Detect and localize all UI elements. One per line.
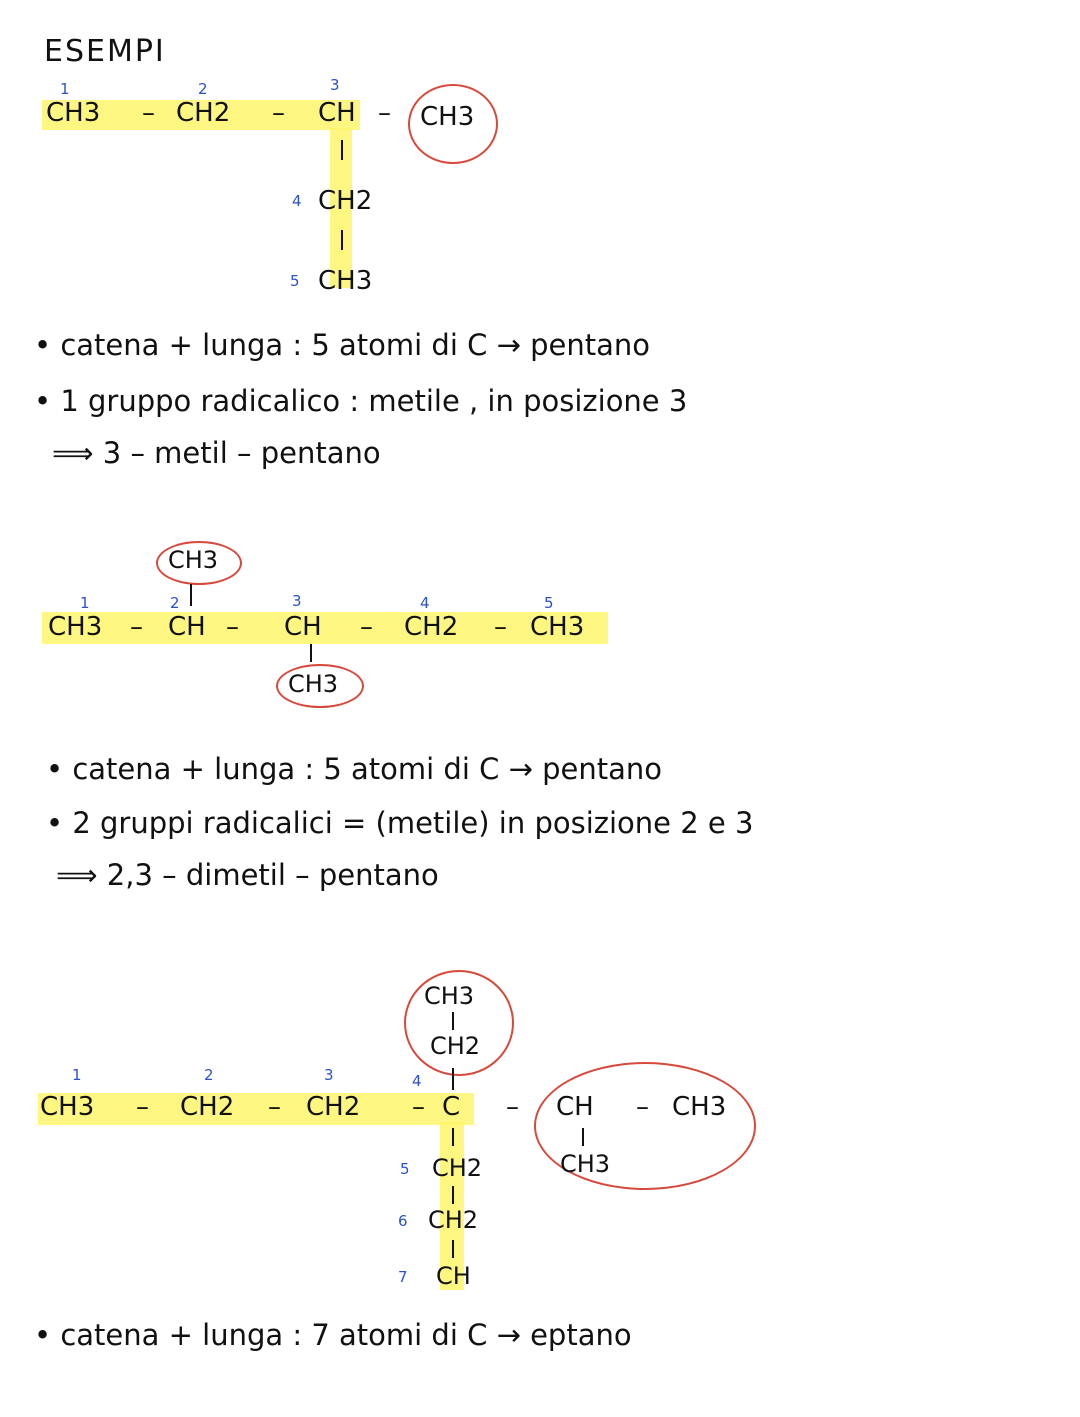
vertical-bond bbox=[310, 644, 312, 662]
vertical-bond bbox=[341, 230, 343, 250]
carbon-group: CH3 bbox=[48, 612, 103, 642]
carbon-number: 5 bbox=[290, 272, 300, 290]
carbon-number: 5 bbox=[544, 594, 554, 612]
bond: – bbox=[268, 1092, 281, 1122]
carbon-group: CH2 bbox=[318, 186, 373, 216]
substituent-group: CH3 bbox=[420, 102, 475, 132]
bond: – bbox=[378, 98, 391, 128]
carbon-group: CH2 bbox=[306, 1092, 361, 1122]
bond: – bbox=[130, 612, 143, 642]
carbon-number: 7 bbox=[398, 1268, 408, 1286]
carbon-group: CH2 bbox=[432, 1154, 483, 1182]
carbon-number: 3 bbox=[324, 1066, 334, 1084]
result-line: ⟹ 3 – metil – pentano bbox=[52, 436, 381, 470]
substituent-group: CH3 bbox=[168, 546, 219, 574]
carbon-number: 4 bbox=[420, 594, 430, 612]
vertical-bond bbox=[452, 1240, 454, 1258]
vertical-bond bbox=[452, 1128, 454, 1146]
vertical-bond bbox=[341, 140, 343, 160]
carbon-group: CH3 bbox=[46, 98, 101, 128]
bond: – bbox=[136, 1092, 149, 1122]
carbon-number: 1 bbox=[60, 80, 70, 98]
carbon-number: 3 bbox=[292, 592, 302, 610]
carbon-group: CH bbox=[168, 612, 206, 642]
carbon-number: 2 bbox=[204, 1066, 214, 1084]
bond: – bbox=[412, 1092, 425, 1122]
carbon-group: CH2 bbox=[404, 612, 459, 642]
carbon-group: CH2 bbox=[180, 1092, 235, 1122]
main-chain-highlight bbox=[42, 612, 608, 644]
carbon-number: 6 bbox=[398, 1212, 408, 1230]
carbon-number: 2 bbox=[198, 80, 208, 98]
carbon-group: CH2 bbox=[428, 1206, 479, 1234]
carbon-group: CH bbox=[318, 98, 356, 128]
note-line: • catena + lunga : 5 atomi di C → pentano bbox=[34, 328, 650, 362]
vertical-bond bbox=[452, 1012, 454, 1030]
carbon-number: 4 bbox=[412, 1072, 422, 1090]
note-line: • catena + lunga : 5 atomi di C → pentano bbox=[46, 752, 662, 786]
note-line: • 1 gruppo radicalico : metile , in posizione 3 bbox=[34, 384, 688, 418]
note-line: • catena + lunga : 7 atomi di C → eptano bbox=[34, 1318, 632, 1352]
bond: – bbox=[272, 98, 285, 128]
carbon-group: CH3 bbox=[318, 266, 373, 296]
main-chain-highlight bbox=[38, 1093, 474, 1125]
vertical-bond bbox=[190, 584, 192, 606]
bond: – bbox=[506, 1092, 519, 1122]
bond: – bbox=[360, 612, 373, 642]
vertical-bond bbox=[582, 1128, 584, 1146]
substituent-group: CH3 bbox=[560, 1150, 611, 1178]
substituent-group: CH3 bbox=[672, 1092, 727, 1122]
result-line: ⟹ 2,3 – dimetil – pentano bbox=[56, 858, 439, 892]
carbon-group: CH2 bbox=[176, 98, 231, 128]
section-title: ESEMPI bbox=[44, 34, 166, 69]
carbon-group: C bbox=[442, 1092, 461, 1122]
carbon-number: 2 bbox=[170, 594, 180, 612]
bond: – bbox=[142, 98, 155, 128]
carbon-group: CH3 bbox=[40, 1092, 95, 1122]
vertical-bond bbox=[452, 1068, 454, 1090]
carbon-number: 1 bbox=[72, 1066, 82, 1084]
bond: – bbox=[494, 612, 507, 642]
substituent-group: CH bbox=[556, 1092, 594, 1122]
substituent-group: CH3 bbox=[424, 982, 475, 1010]
bond: – bbox=[636, 1092, 649, 1122]
note-line: • 2 gruppi radicalici = (metile) in posizione 2 e 3 bbox=[46, 806, 754, 840]
carbon-number: 1 bbox=[80, 594, 90, 612]
carbon-group: CH bbox=[284, 612, 322, 642]
substituent-group: CH3 bbox=[288, 670, 339, 698]
carbon-number: 4 bbox=[292, 192, 302, 210]
carbon-group: CH bbox=[436, 1262, 471, 1290]
carbon-number: 5 bbox=[400, 1160, 410, 1178]
carbon-group: CH3 bbox=[530, 612, 585, 642]
carbon-number: 3 bbox=[330, 76, 340, 94]
substituent-group: CH2 bbox=[430, 1032, 481, 1060]
vertical-bond bbox=[452, 1186, 454, 1204]
bond: – bbox=[226, 612, 239, 642]
